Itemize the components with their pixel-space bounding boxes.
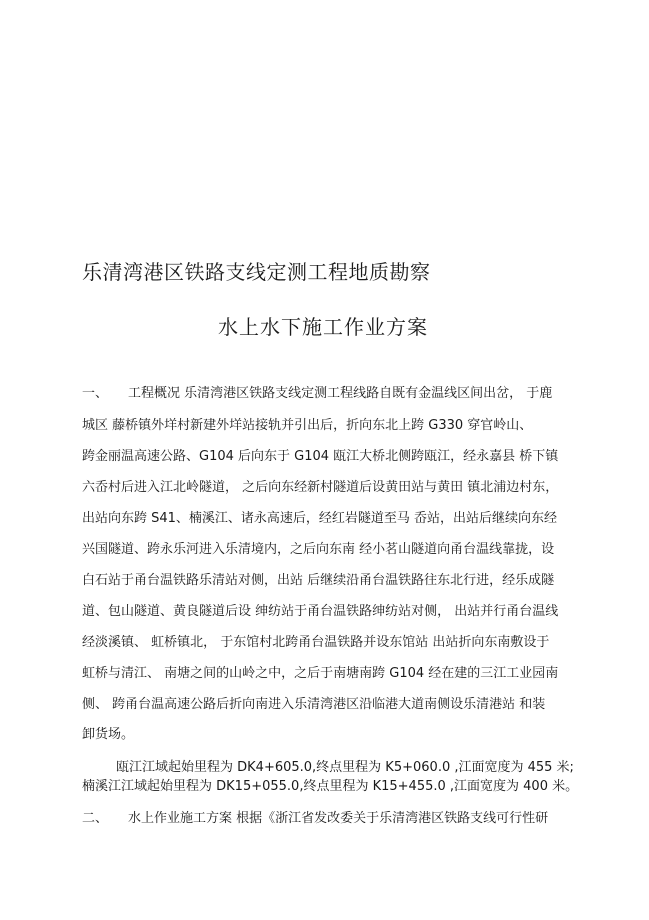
section1-text-0: 工程概况 乐清湾港区铁路支线定测工程线路自既有金温线区间出岔， 于鹿 — [128, 386, 553, 401]
section1-number: 一、 — [82, 386, 109, 401]
document-title: 乐清湾港区铁路支线定测工程地质勘察 — [82, 260, 431, 284]
section1-line-0 — [82, 382, 552, 401]
section1-line-3: 六岙村后进入江北岭隧道， 之后向东经新村隧道后设黄田站与黄田 镇北浦边村东， — [82, 480, 559, 495]
section1-line-6: 白石站于甬台温铁路乐清站对侧，出站 后继续沿甬台温铁路往东北行进，经乐成隧 — [82, 573, 555, 588]
section1-line-4: 出站向东跨 S41、楠溪江、诸永高速后，经红岩隧道至马 岙站，出站后继续向东经 — [82, 511, 558, 526]
section2-text-0: 水上作业施工方案 根据《浙江省发改委关于乐清湾港区铁路支线可行性研 — [128, 811, 549, 826]
section1-line-2: 跨金丽温高速公路、G104 后向东于 G104 瓯江大桥北侧跨瓯江，经永嘉县 桥下镇 — [82, 449, 559, 464]
section1-line-1: 城区 藤桥镇外垟村新建外垟站接轨并引出后，折向东北上跨 G330 穿官岭山、 — [82, 418, 533, 433]
section1-line-8: 经淡溪镇、 虹桥镇北， 于东馆村北跨甬台温铁路并设东馆站 出站折向东南敷设于 — [82, 635, 550, 650]
section1-line-9: 虹桥与清江、 南塘之间的山岭之中，之后于南塘南跨 G104 经在建的三江工业园南 — [82, 666, 559, 681]
section2-number: 二、 — [82, 811, 109, 826]
paragraph2-line-1: 瓯江江域起始里程为 DK4+605.0,终点里程为 K5+060.0 ,江面宽度为 455 米; — [116, 760, 574, 775]
document-subtitle: 水上水下施工作业方案 — [218, 315, 428, 339]
section1-line-7: 道、包山隧道、黄良隧道后设 绅纺站于甬台温铁路绅纺站对侧， 出站并行甬台温线 — [82, 604, 559, 619]
section1-line-10: 侧、 跨甬台温高速公路后折向南进入乐清湾港区沿临港大道南侧设乐清港站 和装 — [82, 697, 546, 712]
paragraph2-line-2: 楠溪江江域起始里程为 DK15+055.0,终点里程为 K15+455.0 ,江面宽度为 400 米。 — [82, 779, 579, 794]
section1-line-5: 兴国隧道、跨永乐河进入乐清境内，之后向东南 经小茗山隧道向甬台温线靠拢，设 — [82, 542, 555, 557]
section2-line-0 — [82, 807, 548, 826]
section1-line-11: 卸货场。 — [82, 727, 135, 742]
